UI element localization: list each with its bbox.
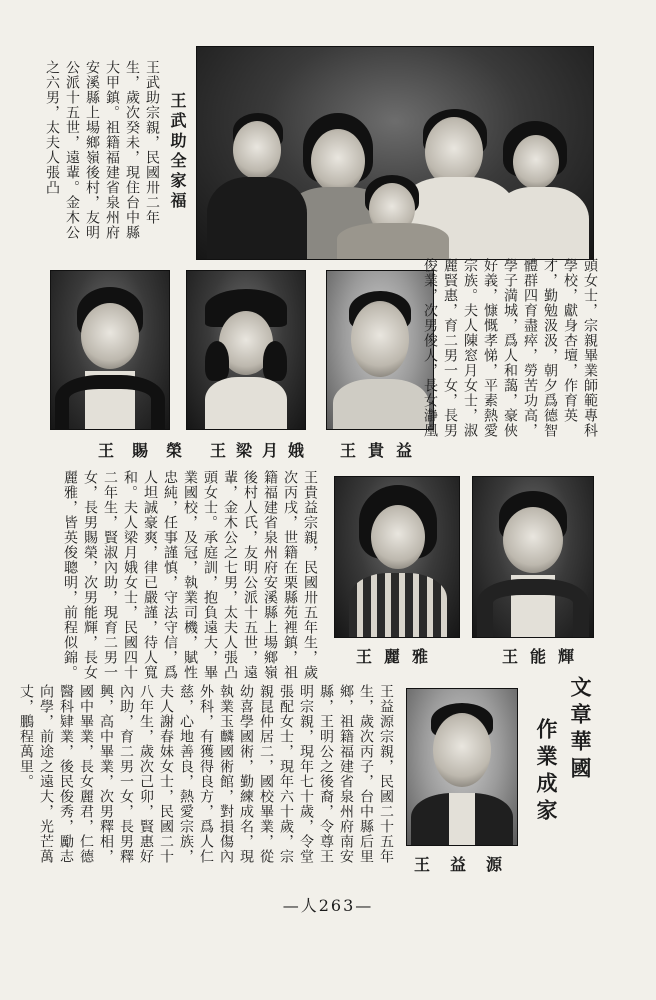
family-member-5-shirt [337,223,449,260]
headline-zuoye-chengjia: 作業成家 [534,718,559,826]
portrait-liang-yue-e [186,270,306,430]
portrait-wang-gui-yi [326,270,434,430]
family-photo-caption: 王武助全家福 [168,92,187,212]
portrait-hair [263,341,287,381]
family-member-3-face [233,121,281,179]
portrait-face [503,507,563,573]
caption-liang-yue-e: 王梁月娥 [210,441,315,460]
portrait-wang-yi-yuan [406,688,518,846]
caption-wang-li-ya: 王麗雅 [356,647,441,666]
family-member-4-shirt [493,187,589,260]
page-number: —人263— [282,896,374,915]
portrait-face [351,301,409,377]
family-member-3-body [207,177,307,260]
caption-wang-gui-yi: 王貴益 [340,441,425,460]
portrait-wang-li-ya [334,476,460,638]
portrait-hair [205,341,229,381]
portrait-dress [349,573,447,637]
portrait-face [371,505,425,569]
caption-wang-si-rong: 王賜榮 [98,441,201,460]
portrait-face [81,303,139,369]
wu-zhu-bio: 王武助宗親，民國卅二年生，歲次癸未，現住台中縣大甲鎮。祖籍福建省泉州府安溪縣上場鄉嶺後村，友明公派十五世，遠輩。金木公之六男，太夫人張凸 [44,60,160,240]
portrait-blouse [205,377,287,430]
yi-yuan-bio: 王益源宗親，民國二十五年生，歲次丙子，台中縣后里鄉，祖籍福建省泉州府南安縣，王明公之後裔，令尊王明宗親，現年七十歲，令堂張配女士，現年六十歲，宗親昆仲居二，國校畢業，從幼喜學國術，勤練成名，現執業玉麟國術館，對損傷內外科，有獲得良方，爲人仁慈，心地善良，熱愛宗族，夫人謝春妹女士，民國二十八年生，歲次己卯，賢惠好內助，育二男一女，長男釋興，高中畢業，次男釋相，國中畢業，長女麗君，仁德醫科肄業，後民俊秀，勵志向學，前途之遠大，光芒萬丈，鵬程萬里。 [18,684,394,864]
portrait-wang-si-rong [50,270,170,430]
portrait-jacket [477,579,589,638]
gui-yi-wife-bio: 頭女士，宗親畢業師範專科學校，獻身杏壇，作育英才，勤勉汲汲，朝夕爲德智體群四育盡瘁，勞苦功高，學子満城，爲人和藹，豪俠好義，慷慨孝悌，平素熱愛宗族。夫人陳窓月女士，淑麗賢惠，育二男一女，長男俊業，次男俊人，長女瀞凰 [422,258,598,438]
portrait-jacket [55,375,165,430]
gui-yi-bio: 王貴益宗親，民國卅五年生，歲次丙戌，世籍在栗縣苑裡鎮，祖籍福建省泉州府安溪縣上場鄉嶺後村人氏，友明公派十五世，遠輩，金木公之七男，太夫人張凸頭女士。承庭訓，抱負遠大，畢業國校，及冠，執業司機，賦性忠純，任事謹慎，守法守信，爲人坦誠豪爽，律已嚴謹，待人寬和。夫人梁月娥女士，民國四十二年生，賢淑內助，現育二男一女，長男賜榮，次男能輝，長女麗雅，皆英俊聰明，前程似錦。 [62,470,318,680]
family-photo [196,46,594,260]
caption-wang-neng-hui: 王能輝 [502,647,587,666]
portrait-wang-neng-hui [472,476,594,638]
family-member-2-face [311,129,365,193]
portrait-shirt [449,793,475,845]
portrait-suit [333,379,429,430]
family-member-4-face [513,135,559,189]
portrait-face [433,713,491,787]
headline-wenzhang-huaguo: 文章華國 [568,676,593,784]
caption-wang-yi-yuan: 王益源 [414,855,523,874]
